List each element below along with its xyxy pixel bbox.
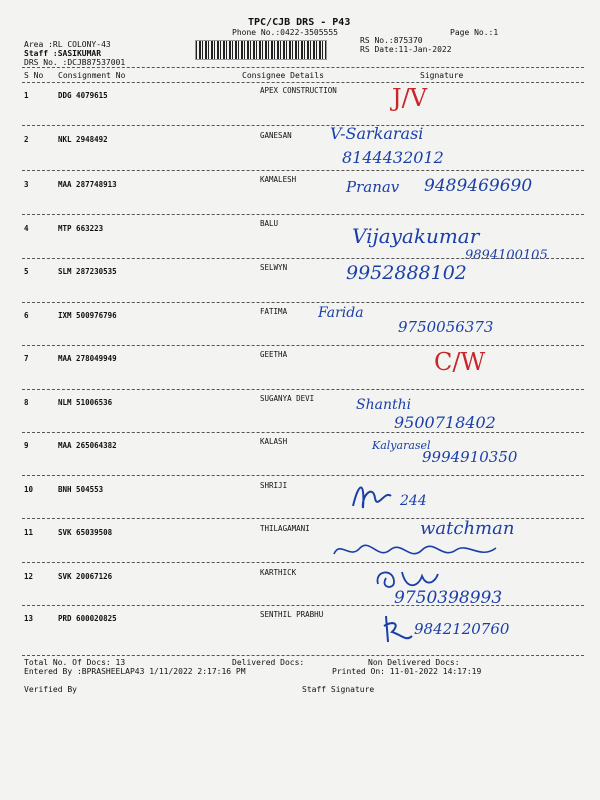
row-consignee: SHRIJI: [260, 481, 288, 490]
report-title: TPC/CJB DRS - P43: [248, 17, 351, 28]
row-sno: 4: [24, 224, 29, 233]
row-signature-phone: 9500718402: [394, 413, 496, 432]
row-signature: 9842120760: [414, 620, 510, 638]
staff-signature: Staff Signature: [302, 685, 375, 694]
row-signature: 9952888102: [346, 262, 467, 284]
divider: [22, 475, 584, 476]
barcode: [195, 40, 327, 60]
drs-number: DRS No. :DCJB87537001: [24, 58, 126, 67]
divider: [22, 170, 584, 171]
divider: [22, 82, 584, 83]
divider: [22, 258, 584, 259]
area-label: Area :RL COLONY-43: [24, 40, 111, 49]
row-consignee: KARTHICK: [260, 568, 297, 577]
row-consignment: BNH 504553: [58, 485, 104, 494]
row-signature: Vijayakumar: [352, 224, 480, 248]
row-consignee: GANESAN: [260, 131, 292, 140]
phone-number: Phone No.:0422-3505555: [232, 28, 338, 37]
row-consignment: IXM 500976796: [58, 311, 117, 320]
signature-scribble: [330, 538, 500, 564]
entered-by: Entered By :BPRASHEELAP43 1/11/2022 2:17:16 PM: [24, 667, 246, 676]
row-sno: 1: [24, 91, 29, 100]
row-sno: 2: [24, 135, 29, 144]
row-signature: J/V: [392, 84, 428, 112]
divider: [22, 345, 584, 346]
row-consignee: SELWYN: [260, 263, 288, 272]
column-header-consignee: Consignee Details: [242, 71, 324, 80]
row-consignee: APEX CONSTRUCTION: [260, 86, 337, 95]
row-signature: C/W: [434, 348, 486, 376]
divider: [22, 605, 584, 606]
delivered-docs: Delivered Docs:: [232, 658, 305, 667]
divider: [22, 432, 584, 433]
row-consignee: THILAGAMANI: [260, 524, 310, 533]
row-sno: 11: [24, 528, 34, 537]
row-signature-phone: 9894100105: [465, 248, 548, 263]
row-sno: 5: [24, 267, 29, 276]
row-consignee: KALASH: [260, 437, 288, 446]
row-signature-phone: 9994910350: [422, 448, 518, 466]
total-docs: Total No. Of Docs: 13: [24, 658, 126, 667]
divider: [22, 389, 584, 390]
printed-on: Printed On: 11-01-2022 14:17:19: [332, 667, 482, 676]
row-signature-phone: 9489469690: [424, 176, 533, 196]
row-signature: 244: [400, 493, 427, 509]
row-consignment: PRD 600020825: [58, 614, 117, 623]
divider: [22, 214, 584, 215]
row-sno: 7: [24, 354, 29, 363]
signature-scribble: [378, 612, 414, 646]
row-consignment: NKL 2948492: [58, 135, 108, 144]
row-consignment: MAA 278049949: [58, 354, 117, 363]
row-signature: 9750398993: [394, 588, 503, 608]
divider: [22, 302, 584, 303]
row-sno: 8: [24, 398, 29, 407]
rs-date: RS Date:11-Jan-2022: [360, 45, 452, 54]
divider: [22, 125, 584, 126]
row-sno: 3: [24, 180, 29, 189]
row-signature: Kalyarasel: [372, 439, 431, 452]
divider: [22, 655, 584, 656]
row-sno: 9: [24, 441, 29, 450]
column-header-consignment: Consignment No: [58, 71, 126, 80]
divider: [22, 562, 584, 563]
row-sno: 6: [24, 311, 29, 320]
row-consignee: GEETHA: [260, 350, 288, 359]
row-consignee: SUGANYA DEVI: [260, 394, 315, 403]
rs-number: RS No.:875370: [360, 36, 423, 45]
row-sno: 12: [24, 572, 34, 581]
row-signature: Shanthi: [356, 397, 412, 413]
verified-by: Verified By: [24, 685, 77, 694]
column-header-sno: S No: [24, 71, 44, 80]
row-signature: V-Sarkarasi: [330, 124, 424, 143]
signature-scribble: [345, 476, 395, 516]
row-consignment: SVK 20067126: [58, 572, 113, 581]
row-consignee: KAMALESH: [260, 175, 297, 184]
row-signature-phone: 8144432012: [342, 148, 444, 167]
row-consignment: MAA 287748913: [58, 180, 117, 189]
row-consignment: MTP 663223: [58, 224, 104, 233]
row-consignment: DDG 4079615: [58, 91, 108, 100]
staff-label: Staff :SASIKUMAR: [24, 49, 102, 58]
row-consignment: MAA 265064382: [58, 441, 117, 450]
row-consignee: SENTHIL PRABHU: [260, 610, 324, 619]
row-consignment: SLM 287230535: [58, 267, 117, 276]
row-signature: Pranav: [346, 178, 400, 196]
row-signature: Farida: [318, 305, 364, 321]
row-consignment: NLM 51006536: [58, 398, 113, 407]
row-sno: 10: [24, 485, 34, 494]
non-delivered-docs: Non Delivered Docs:: [368, 658, 460, 667]
row-consignee: FATIMA: [260, 307, 288, 316]
row-signature: watchman: [420, 518, 515, 539]
row-signature-phone: 9750056373: [398, 318, 494, 336]
row-consignee: BALU: [260, 219, 279, 228]
page-number: Page No.:1: [450, 28, 499, 37]
divider: [22, 67, 584, 68]
column-header-signature: Signature: [420, 71, 464, 80]
row-consignment: SVK 65039508: [58, 528, 113, 537]
row-sno: 13: [24, 614, 34, 623]
